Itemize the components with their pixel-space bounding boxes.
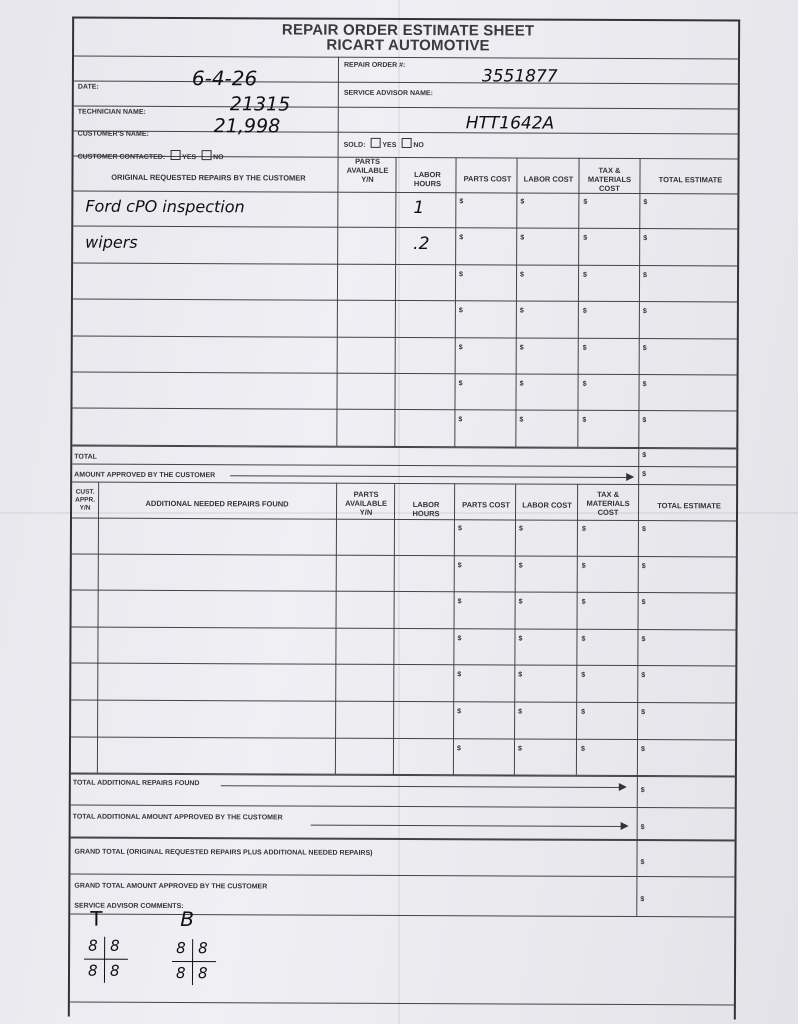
repair-description: wipers — [85, 232, 138, 253]
repair-order-form — [68, 17, 740, 1020]
cost-dollar: $ — [518, 562, 523, 570]
repair-order-value: 3551877 — [481, 66, 558, 87]
repair-order-label: REPAIR ORDER #: — [343, 61, 406, 70]
total-label: TOTAL — [74, 453, 97, 461]
col-additional-repairs: ADDITIONAL NEEDED REPAIRS FOUND — [145, 498, 289, 509]
col-tax-materials: TAX & MATERIALS COST — [587, 165, 632, 193]
cost-dollar: $ — [582, 344, 587, 352]
cost-dollar: $ — [457, 598, 462, 606]
col-total-estimate-2: TOTAL ESTIMATE — [657, 501, 721, 511]
table-row — [71, 737, 737, 776]
date-value: 6-4-26 — [191, 66, 258, 91]
col-parts-available-2: PARTS AVAILABLE Y/N — [345, 489, 387, 517]
cost-dollar: $ — [642, 308, 647, 316]
grand-total-approved-dollar: $ — [640, 896, 645, 904]
table-row — [72, 518, 738, 557]
additional-found-dollar: $ — [640, 787, 645, 795]
sold-yes-label: YES — [382, 141, 397, 149]
table-row — [72, 554, 738, 593]
cost-dollar: $ — [582, 307, 587, 315]
cost-dollar: $ — [457, 635, 462, 643]
col-parts-cost-2: PARTS COST — [462, 500, 510, 510]
cost-dollar: $ — [519, 307, 524, 315]
cost-dollar: $ — [641, 672, 646, 680]
grand-total-approved-label: GRAND TOTAL AMOUNT APPROVED BY THE CUSTOMER — [74, 882, 268, 891]
tally2-d: 8 — [197, 964, 208, 983]
cost-dollar: $ — [583, 198, 588, 206]
tally-line — [84, 959, 128, 960]
date-label: DATE: — [77, 83, 99, 91]
total-additional-found-label: TOTAL ADDITIONAL REPAIRS FOUND — [72, 779, 200, 788]
table-row — [72, 373, 738, 412]
tally2-b: 8 — [198, 939, 208, 958]
tally1-c: 8 — [87, 961, 98, 980]
cost-dollar: $ — [643, 199, 648, 207]
table-row — [71, 627, 737, 666]
cost-dollar: $ — [642, 381, 647, 389]
cost-dollar: $ — [459, 198, 464, 206]
table-row — [72, 591, 738, 630]
cost-dollar: $ — [519, 380, 524, 388]
rule — [74, 81, 740, 85]
rule — [74, 106, 740, 110]
approved-dollar: $ — [642, 471, 647, 479]
contacted-text: CUSTOMER CONTACTED: — [77, 153, 166, 161]
cost-dollar: $ — [457, 525, 462, 533]
repair-description: Ford cPO inspection — [85, 196, 245, 217]
cost-dollar: $ — [581, 635, 586, 643]
arrow-head — [619, 783, 627, 791]
form-subtitle: RICART AUTOMOTIVE — [326, 36, 490, 55]
cost-dollar: $ — [580, 745, 585, 753]
rule — [70, 1002, 736, 1006]
table-row — [71, 701, 737, 740]
service-advisor-label: SERVICE ADVISOR NAME: — [343, 89, 433, 98]
form-title: REPAIR ORDER ESTIMATE SHEET — [281, 21, 535, 40]
cost-dollar: $ — [518, 671, 523, 679]
cost-dollar: $ — [520, 234, 525, 242]
arrow-line — [230, 475, 630, 478]
cost-dollar: $ — [518, 598, 523, 606]
tally2-c: 8 — [175, 964, 186, 983]
cost-dollar: $ — [459, 234, 464, 242]
col-labor-cost-2: LABOR COST — [522, 500, 572, 510]
cost-dollar: $ — [518, 525, 523, 533]
col-labor-hours: LABOR HOURS — [413, 170, 442, 189]
table-row — [71, 664, 737, 703]
cost-dollar: $ — [641, 526, 646, 534]
cost-dollar: $ — [457, 708, 462, 716]
arrow-head — [626, 473, 634, 481]
customer-value: 21,998 — [213, 115, 281, 138]
cost-dollar: $ — [581, 598, 586, 606]
cost-dollar: $ — [458, 416, 463, 424]
total-additional-approved-label: TOTAL ADDITIONAL AMOUNT APPROVED BY THE CUSTOMER — [72, 813, 283, 822]
cost-dollar: $ — [581, 672, 586, 680]
cost-dollar: $ — [457, 561, 462, 569]
col-parts-available: PARTS AVAILABLE Y/N — [346, 156, 389, 184]
col-original-repairs: ORIGINAL REQUESTED REPAIRS BY THE CUSTOMER — [111, 172, 306, 183]
cost-dollar: $ — [456, 744, 461, 752]
col-cust-appr: CUST. APPR. Y/N — [75, 488, 96, 512]
col-parts-cost: PARTS COST — [463, 174, 512, 184]
col-labor-cost: LABOR COST — [523, 174, 574, 184]
tally2-a: 8 — [176, 939, 186, 958]
cost-dollar: $ — [641, 635, 646, 643]
total-dollar: $ — [642, 452, 647, 460]
col-tax-materials-2: TAX & MATERIALS COST — [586, 489, 630, 517]
sold-yes-checkbox[interactable] — [370, 138, 380, 148]
comment-col2-head: B — [180, 907, 195, 932]
arrow-head — [621, 822, 629, 830]
labor-hours-value: 1 — [413, 198, 425, 219]
cost-dollar: $ — [583, 271, 587, 279]
cost-dollar: $ — [518, 635, 523, 643]
cost-dollar: $ — [581, 562, 586, 570]
cost-dollar: $ — [519, 416, 524, 424]
technician-value: 21315 — [229, 93, 291, 116]
amount-approved-label: AMOUNT APPROVED BY THE CUSTOMER — [74, 471, 216, 480]
cost-dollar: $ — [583, 235, 588, 243]
cost-dollar: $ — [517, 745, 522, 753]
sold-text: SOLD: — [343, 141, 366, 149]
cost-dollar: $ — [641, 599, 646, 607]
labor-hours-value: .2 — [413, 234, 430, 255]
tally1-a: 8 — [88, 936, 98, 955]
tally-line — [172, 961, 216, 962]
table-row — [73, 336, 739, 375]
cost-dollar: $ — [520, 271, 524, 279]
vehicle-value: HTT1642A — [465, 113, 555, 134]
table-row — [73, 191, 739, 230]
contacted-no-checkbox[interactable] — [201, 150, 211, 160]
arrow-line — [311, 825, 623, 827]
customer-label: CUSTOMER'S NAME: — [77, 130, 149, 138]
grand-total-dollar: $ — [640, 859, 645, 867]
cost-dollar: $ — [581, 525, 586, 533]
customer-contacted-label — [78, 150, 224, 162]
table-row — [72, 409, 738, 448]
cost-dollar: $ — [458, 380, 463, 388]
arrow-line — [221, 785, 621, 788]
contacted-yes-label: YES — [182, 154, 197, 162]
grand-total-label: GRAND TOTAL (ORIGINAL REQUESTED REPAIRS PLUS ADDITIONAL NEEDED REPAIRS) — [74, 848, 373, 857]
additional-approved-dollar: $ — [640, 824, 645, 832]
table-row — [73, 227, 739, 266]
sold-no-label: NO — [413, 142, 424, 150]
contacted-no-label: NO — [213, 154, 224, 162]
col-total-estimate: TOTAL ESTIMATE — [658, 175, 723, 185]
service-advisor-comments-label: SERVICE ADVISOR COMMENTS: — [74, 902, 184, 911]
cost-dollar: $ — [643, 271, 647, 279]
col-labor-hours-2: LABOR HOURS — [412, 500, 440, 519]
contacted-yes-checkbox[interactable] — [170, 150, 180, 160]
cost-dollar: $ — [457, 671, 462, 679]
cost-dollar: $ — [582, 417, 587, 425]
cost-dollar: $ — [520, 198, 525, 206]
tally1-d: 8 — [109, 961, 120, 980]
tally1-b: 8 — [110, 936, 120, 955]
rule — [74, 131, 740, 135]
cost-dollar: $ — [641, 709, 646, 717]
cost-dollar: $ — [581, 708, 586, 716]
table-row — [73, 263, 739, 302]
sold-label — [344, 138, 424, 149]
cost-dollar: $ — [640, 745, 645, 753]
rule — [74, 56, 740, 60]
cost-dollar: $ — [458, 343, 463, 351]
table-row — [73, 300, 739, 339]
cost-dollar: $ — [642, 417, 647, 425]
cost-dollar: $ — [643, 235, 648, 243]
cost-dollar: $ — [641, 562, 646, 570]
sold-no-checkbox[interactable] — [401, 138, 411, 148]
cost-dollar: $ — [642, 344, 647, 352]
technician-label: TECHNICIAN NAME: — [77, 108, 146, 116]
cost-dollar: $ — [458, 307, 463, 315]
cost-dollar: $ — [518, 708, 523, 716]
comment-col1-head: T — [90, 906, 103, 931]
cost-dollar: $ — [582, 380, 587, 388]
cost-dollar: $ — [459, 271, 463, 279]
cost-dollar: $ — [519, 344, 524, 352]
